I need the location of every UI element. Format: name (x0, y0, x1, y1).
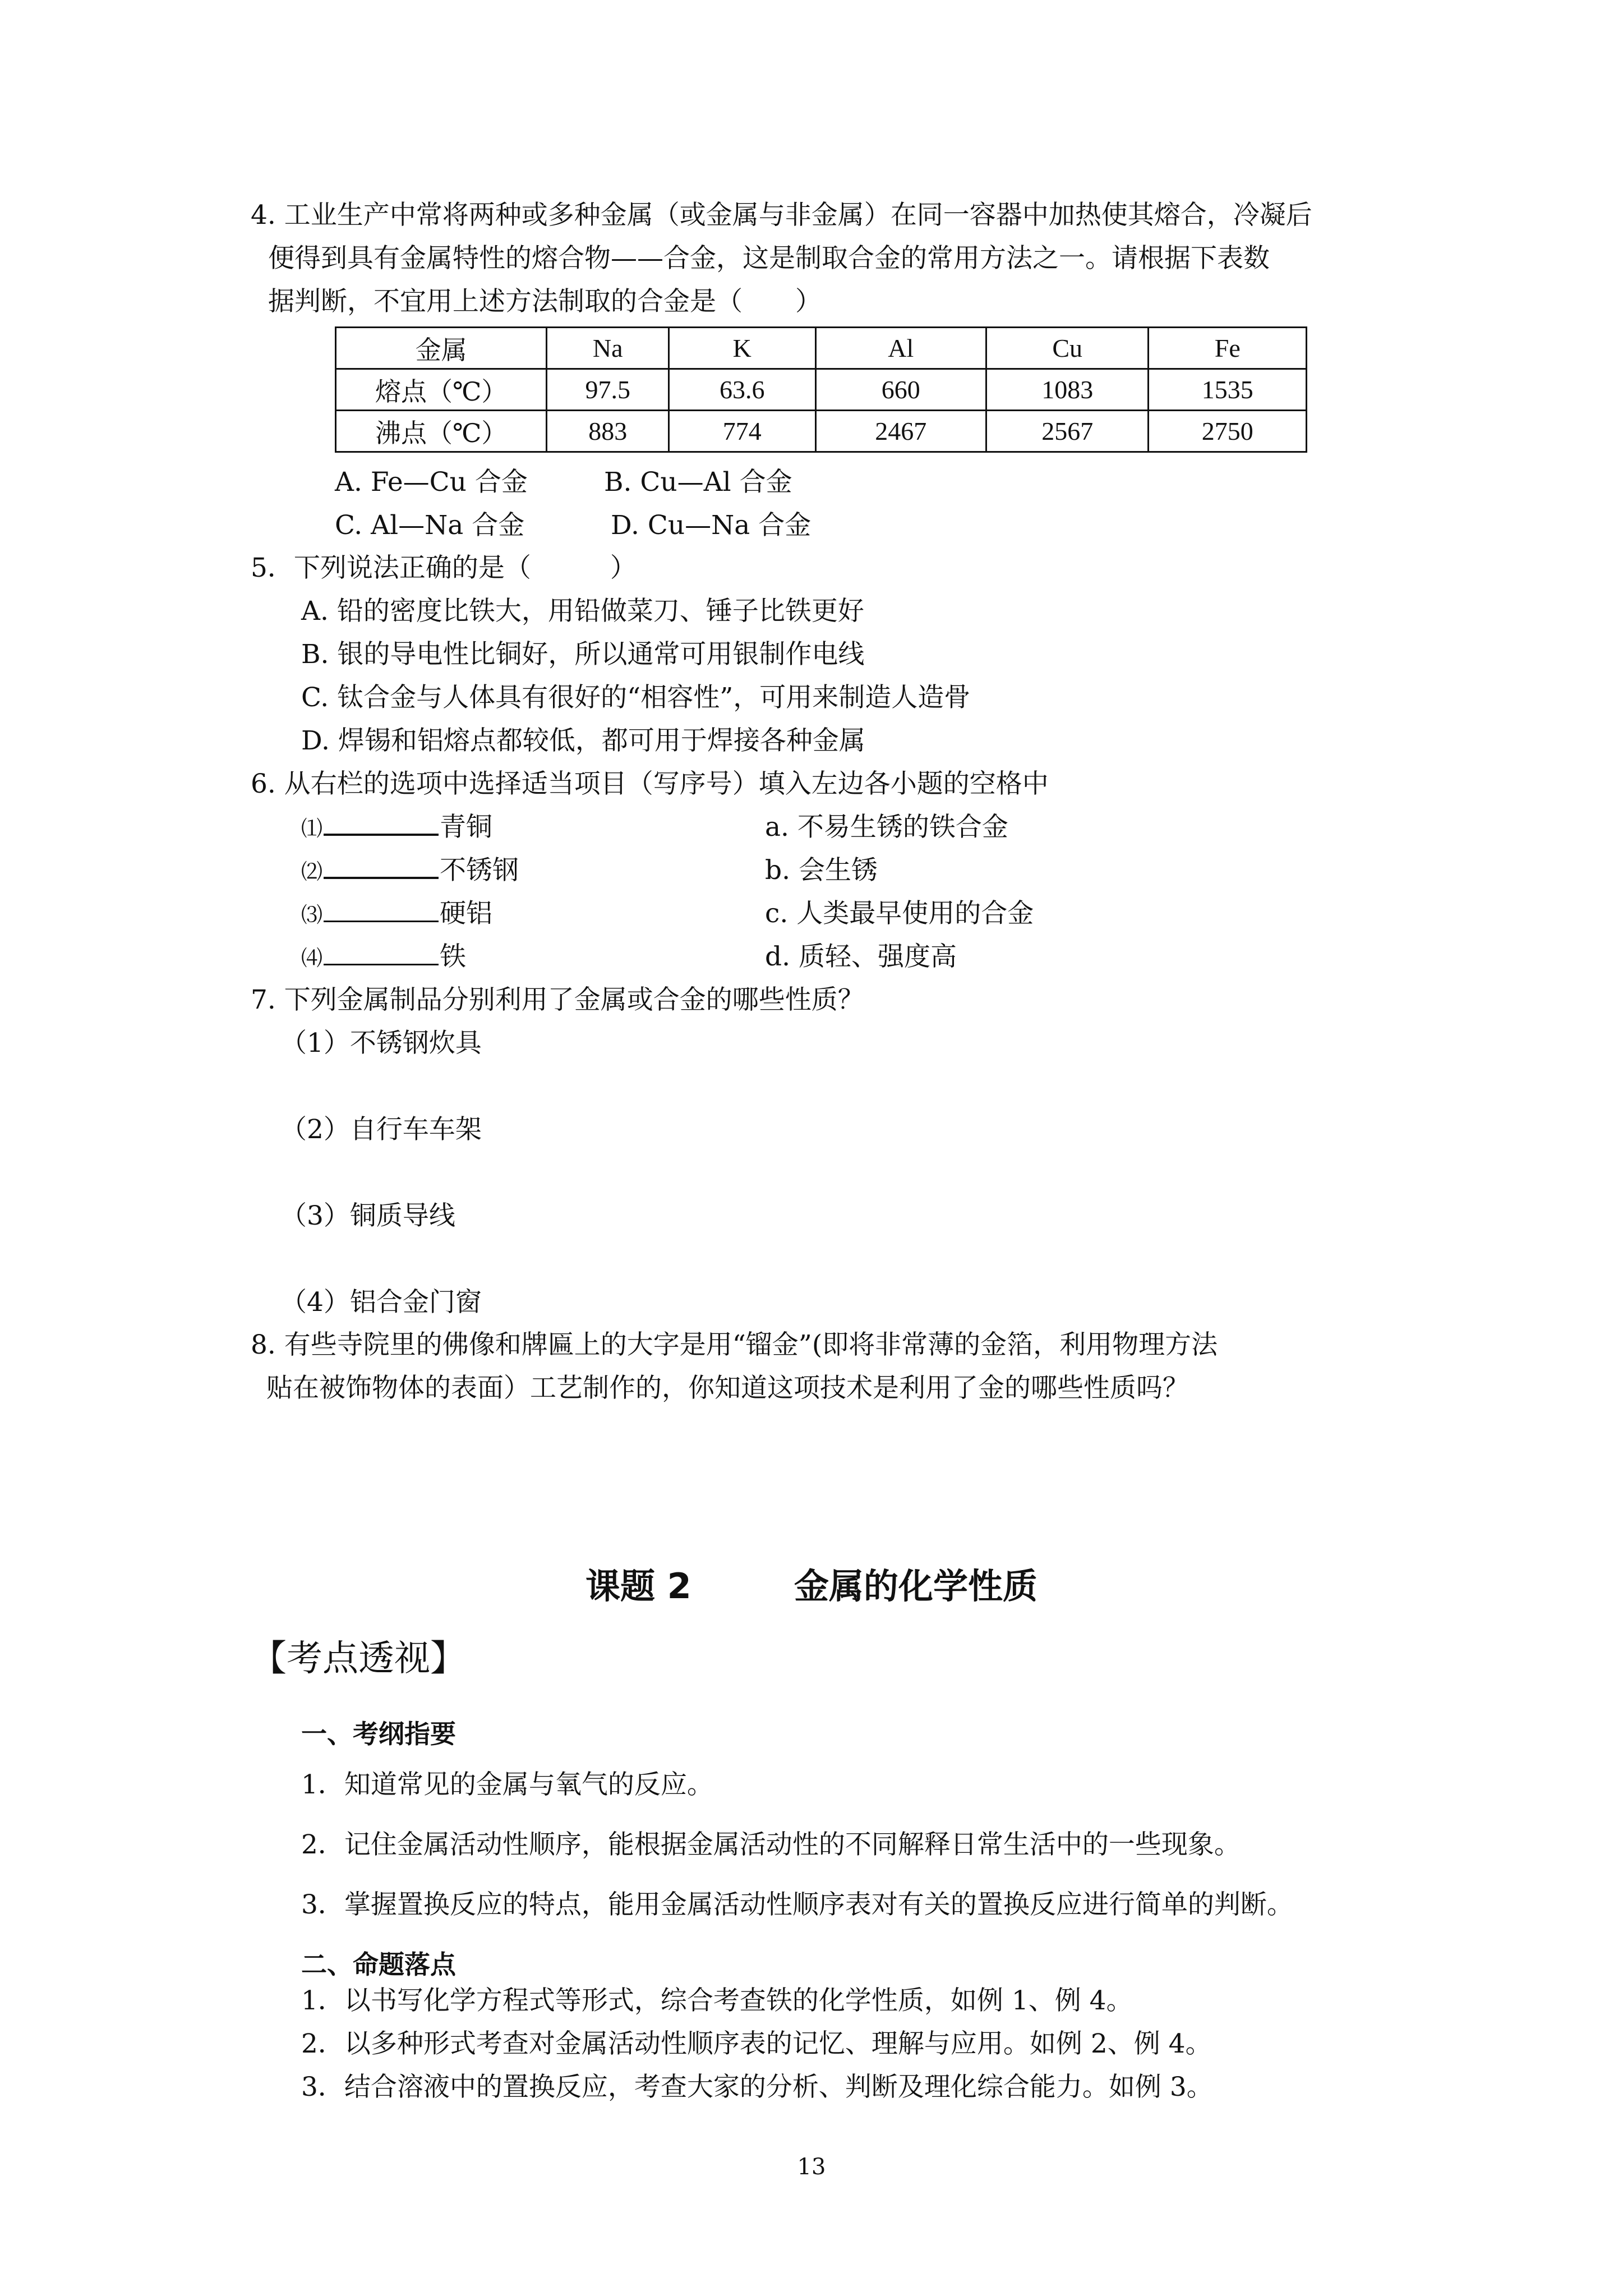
item-number: ⑷ (301, 946, 323, 970)
table-cell: 2567 (986, 411, 1148, 452)
item-number: ⑴ (301, 816, 323, 841)
focus-item: 3．结合溶液中的置换反应，考查大家的分析、判断及理化综合能力。如例 3。 (301, 2072, 1213, 2102)
q7-item: （1）不锈钢炊具 (280, 1028, 482, 1059)
focus-item: 1．以书写化学方程式等形式，综合考查铁的化学性质，如例 1、例 4。 (301, 1985, 1133, 2016)
q5-option-b: B. 银的导电性比铜好，所以通常可用银制作电线 (301, 639, 865, 670)
table-row (336, 369, 1307, 411)
page-number: 13 (797, 2154, 826, 2180)
section-heading: 【考点透视】 (251, 1638, 466, 1680)
q4-option-d: D. Cu—Na 合金 (611, 510, 811, 541)
q7-item: （2）自行车车架 (280, 1114, 482, 1145)
table-cell: 97.5 (547, 369, 669, 411)
table-cell: 2750 (1149, 411, 1307, 452)
lesson-number: 课题 2 (585, 1566, 691, 1607)
q4-option-c: C. Al—Na 合金 (335, 510, 525, 541)
table-row (336, 328, 1307, 369)
q4-option-b: B. Cu—Al 合金 (604, 467, 792, 498)
q6-right-item: a. 不易生锈的铁合金 (765, 812, 1008, 843)
q7-item: （3）铜质导线 (280, 1200, 455, 1231)
table-cell: 774 (669, 411, 816, 452)
answer-blank[interactable] (324, 812, 439, 836)
item-number: ⑶ (301, 903, 323, 927)
answer-blank[interactable] (324, 942, 439, 965)
lesson-name: 金属的化学性质 (794, 1566, 1038, 1607)
table-header-cell: Na (547, 328, 669, 369)
q7-item: （4）铝合金门窗 (280, 1287, 482, 1318)
table-header-cell: K (669, 328, 816, 369)
subsection-heading: 二、命题落点 (301, 1949, 456, 1980)
focus-item: 2．以多种形式考查对金属活动性顺序表的记忆、理解与应用。如例 2、例 4。 (301, 2028, 1212, 2059)
q5-stem: 5．下列说法正确的是（ ） (251, 553, 637, 583)
outline-item: 2．记住金属活动性顺序，能根据金属活动性的不同解释日常生活中的一些现象。 (301, 1829, 1241, 1860)
item-text: 铁 (440, 941, 467, 972)
table-cell: 883 (547, 411, 669, 452)
table-header-cell: Fe (1149, 328, 1307, 369)
table-cell: 63.6 (669, 369, 816, 411)
q8-line-1: 8. 有些寺院里的佛像和牌匾上的大字是用“镏金”(即将非常薄的金箔，利用物理方法 (251, 1329, 1218, 1360)
q7-stem: 7. 下列金属制品分别利用了金属或合金的哪些性质？ (251, 984, 864, 1015)
table-cell: 熔点（℃） (336, 369, 547, 411)
q6-right-item: d. 质轻、强度高 (765, 941, 957, 972)
table-cell: 2467 (815, 411, 986, 452)
outline-item: 3．掌握置换反应的特点，能用金属活动性顺序表对有关的置换反应进行简单的判断。 (301, 1889, 1293, 1920)
table-header-cell: 金属 (336, 328, 547, 369)
q4-line-3: 据判断，不宜用上述方法制取的合金是（ ） (268, 286, 822, 317)
table-header-cell: Cu (986, 328, 1148, 369)
q6-left-item (301, 854, 519, 889)
subsection-heading: 一、考纲指要 (301, 1719, 456, 1749)
q6-left-item (301, 940, 466, 975)
q6-left-item (301, 811, 492, 845)
table-cell: 660 (815, 369, 986, 411)
q6-right-item: b. 会生锈 (765, 855, 878, 886)
table-cell: 1083 (986, 369, 1148, 411)
q5-option-c: C. 钛合金与人体具有很好的“相容性”，可用来制造人造骨 (301, 682, 971, 713)
item-text: 不锈钢 (440, 855, 519, 886)
q5-option-d: D. 焊锡和铝熔点都较低，都可用于焊接各种金属 (301, 725, 865, 756)
answer-blank[interactable] (324, 899, 439, 922)
q4-option-a: A. Fe—Cu 合金 (335, 467, 528, 498)
q5-option-a: A. 铅的密度比铁大，用铅做菜刀、锤子比铁更好 (301, 596, 864, 627)
q4-line-1: 4. 工业生产中常将两种或多种金属（或金属与非金属）在同一容器中加热使其熔合，冷凝后 (251, 200, 1312, 231)
metal-properties-table (335, 326, 1307, 453)
table-cell: 1535 (1149, 369, 1307, 411)
item-number: ⑵ (301, 859, 323, 884)
answer-blank[interactable] (324, 855, 439, 879)
q4-line-2: 便得到具有金属特性的熔合物——合金，这是制取合金的常用方法之一。请根据下表数 (268, 243, 1270, 274)
table-cell: 沸点（℃） (336, 411, 547, 452)
outline-item: 1．知道常见的金属与氧气的反应。 (301, 1769, 713, 1800)
q6-right-item: c. 人类最早使用的合金 (765, 898, 1034, 929)
q6-stem: 6. 从右栏的选项中选择适当项目（写序号）填入左边各小题的空格中 (251, 769, 1049, 799)
table-header-cell: Al (815, 328, 986, 369)
item-text: 青铜 (440, 812, 493, 843)
lesson-title (0, 1558, 1623, 1608)
item-text: 硬铝 (440, 898, 493, 929)
table-row (336, 411, 1307, 452)
q6-left-item (301, 897, 492, 932)
q8-line-2: 贴在被饰物体的表面）工艺制作的，你知道这项技术是利用了金的哪些性质吗？ (266, 1373, 1189, 1404)
